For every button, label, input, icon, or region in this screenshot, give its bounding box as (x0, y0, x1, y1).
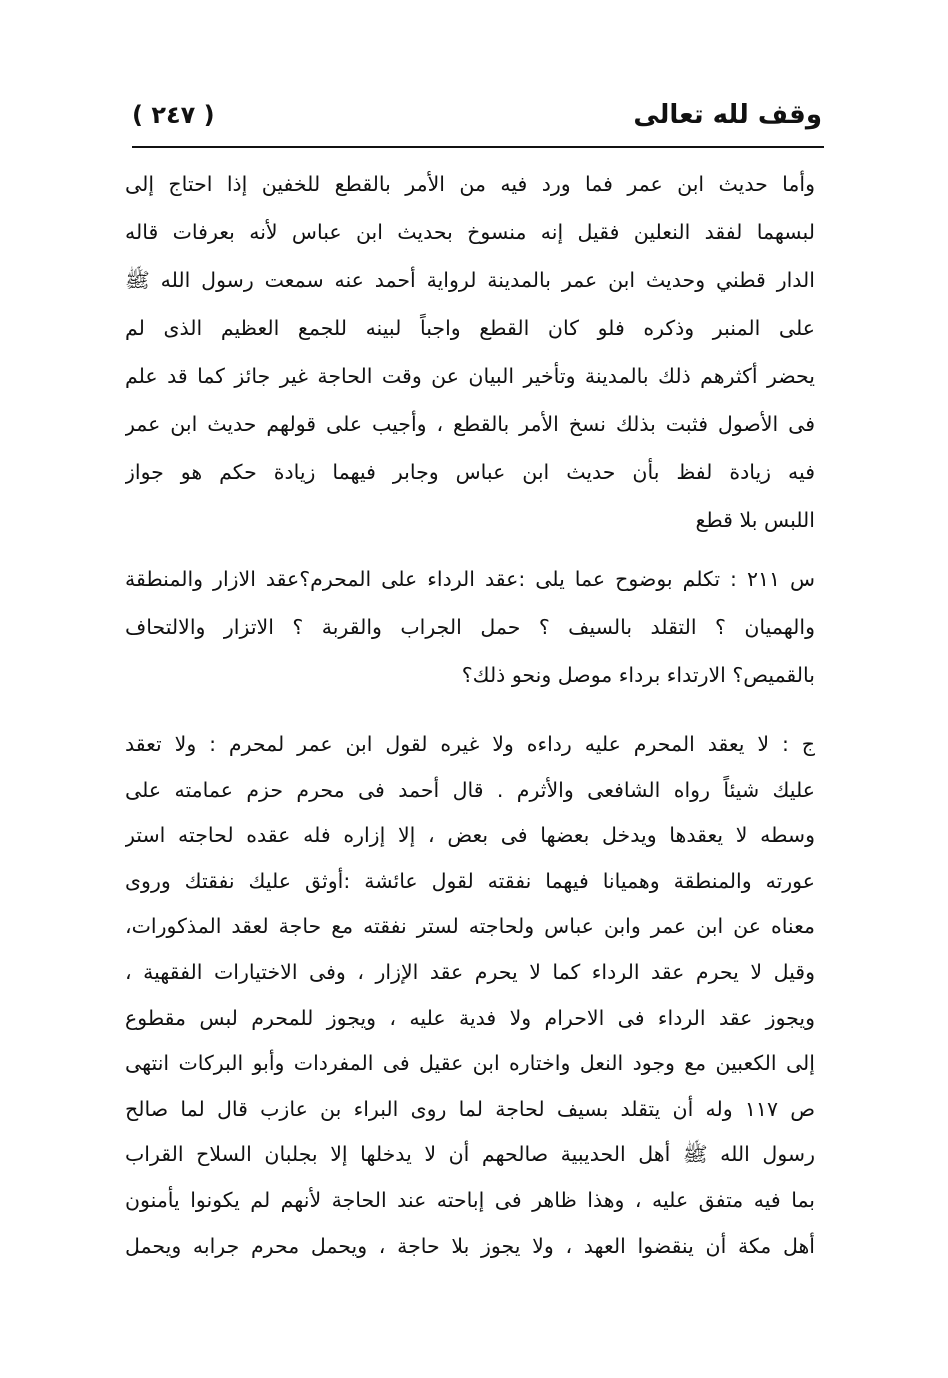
text-line: ويجوز عقد الرداء فى الاحرام ولا فدية عليه ، ويجوز للمحرم لبس مقطوع (125, 1005, 815, 1030)
page-header (132, 92, 822, 138)
text-line: فيه زيادة لفظ بأن حديث ابن عباس وجابر فيهما زيادة حكم هو جواز (125, 460, 815, 484)
text-line: ص ١١٧ وله أن يتقلد بسيف لحاجة لما روى البراء بن عازب قال لما صالح (125, 1096, 815, 1121)
text-line: يحضر أكثرهم ذلك بالمدينة وتأخير البيان عن وقت الحاجة غير جائز كما قد علم (125, 364, 815, 388)
text-line: على المنبر وذكره فلو كان القطع واجباً لبينه للجمع العظيم الذى لم (125, 316, 815, 340)
text-line: س ٢١١ : تكلم بوضوح عما يلى :عقد الرداء على المحرم؟عقد الازار والمنطقة (125, 567, 815, 591)
text-line: عورته والمنطقة وهميانا فيهما نفقته لقول عائشة :أوثق عليك نفقتك وروى (125, 868, 815, 893)
text-line: أهل مكة أن ينقضوا العهد ، ولا يجوز بلا حاجة ، ويحمل محرم جرابه ويحمل (125, 1233, 815, 1258)
running-title: وقف لله تعالى (633, 100, 822, 130)
text-line: اللبس بلا قطع (695, 508, 815, 532)
text-line: بما فيه متفق عليه ، وهذا ظاهر فى إباحته عند الحاجة لأنهم لم يكونوا يأمنون (125, 1187, 815, 1212)
text-line: فى الأصول فثبت بذلك نسخ الأمر بالقطع ، وأجيب على قولهم حديث ابن عمر (125, 412, 815, 436)
header-rule (132, 146, 824, 148)
answer-211 (125, 722, 815, 1269)
page-number: ( ٢٤٧ ) (132, 101, 215, 129)
text-line: لبسهما لفقد النعلين فقيل إنه منسوخ بحديث ابن عباس لأنه بعرفات قاله (125, 220, 815, 244)
paragraph-hadith-ibn-umar (125, 160, 815, 544)
text-line: معناه عن ابن عمر وابن عباس ولحاجته لستر نفقته مع حاجة لعقد المذكورات، (125, 914, 815, 939)
text-line: إلى الكعبين مع وجود النعل واختاره ابن عقيل فى المفردات وأبو البركات انتهى (125, 1051, 815, 1076)
text-line: ج : لا يعقد المحرم عليه رداءه ولا غيره لقول ابن عمر لمحرم : ولا تعقد (125, 732, 815, 756)
text-line: بالقميص؟ الارتداء برداء موصل ونحو ذلك؟ (461, 663, 815, 687)
question-211 (125, 555, 815, 699)
text-line: الدار قطني وحديث ابن عمر بالمدينة لرواية أحمد عنه سمعت رسول الله ﷺ (125, 268, 815, 292)
text-line: وأما حديث ابن عمر فما ورد فيه من الأمر بالقطع للخفين إذا احتاج إلى (125, 172, 815, 196)
text-line: وقيل لا يحرم عقد الرداء كما لا يحرم عقد الإزار ، وفى الاختيارات الفقهية ، (125, 959, 815, 984)
text-line: والهميان ؟ التقلد بالسيف ؟ حمل الجراب والقربة ؟ الاتزار والالتحاف (125, 615, 815, 639)
text-line: رسول الله ﷺ أهل الحديبية صالحهم أن لا يدخلها إلا بجلبان السلاح القراب (125, 1142, 815, 1167)
text-line: عليك شيئاً رواه الشافعى والأثرم . قال أحمد فى محرم حزم عمامته على (125, 777, 815, 802)
text-line: وسطه لا يعقدها ويدخل بعضها فى بعض ، إلا إزاره فله عقده لحاجته استر (125, 823, 815, 848)
